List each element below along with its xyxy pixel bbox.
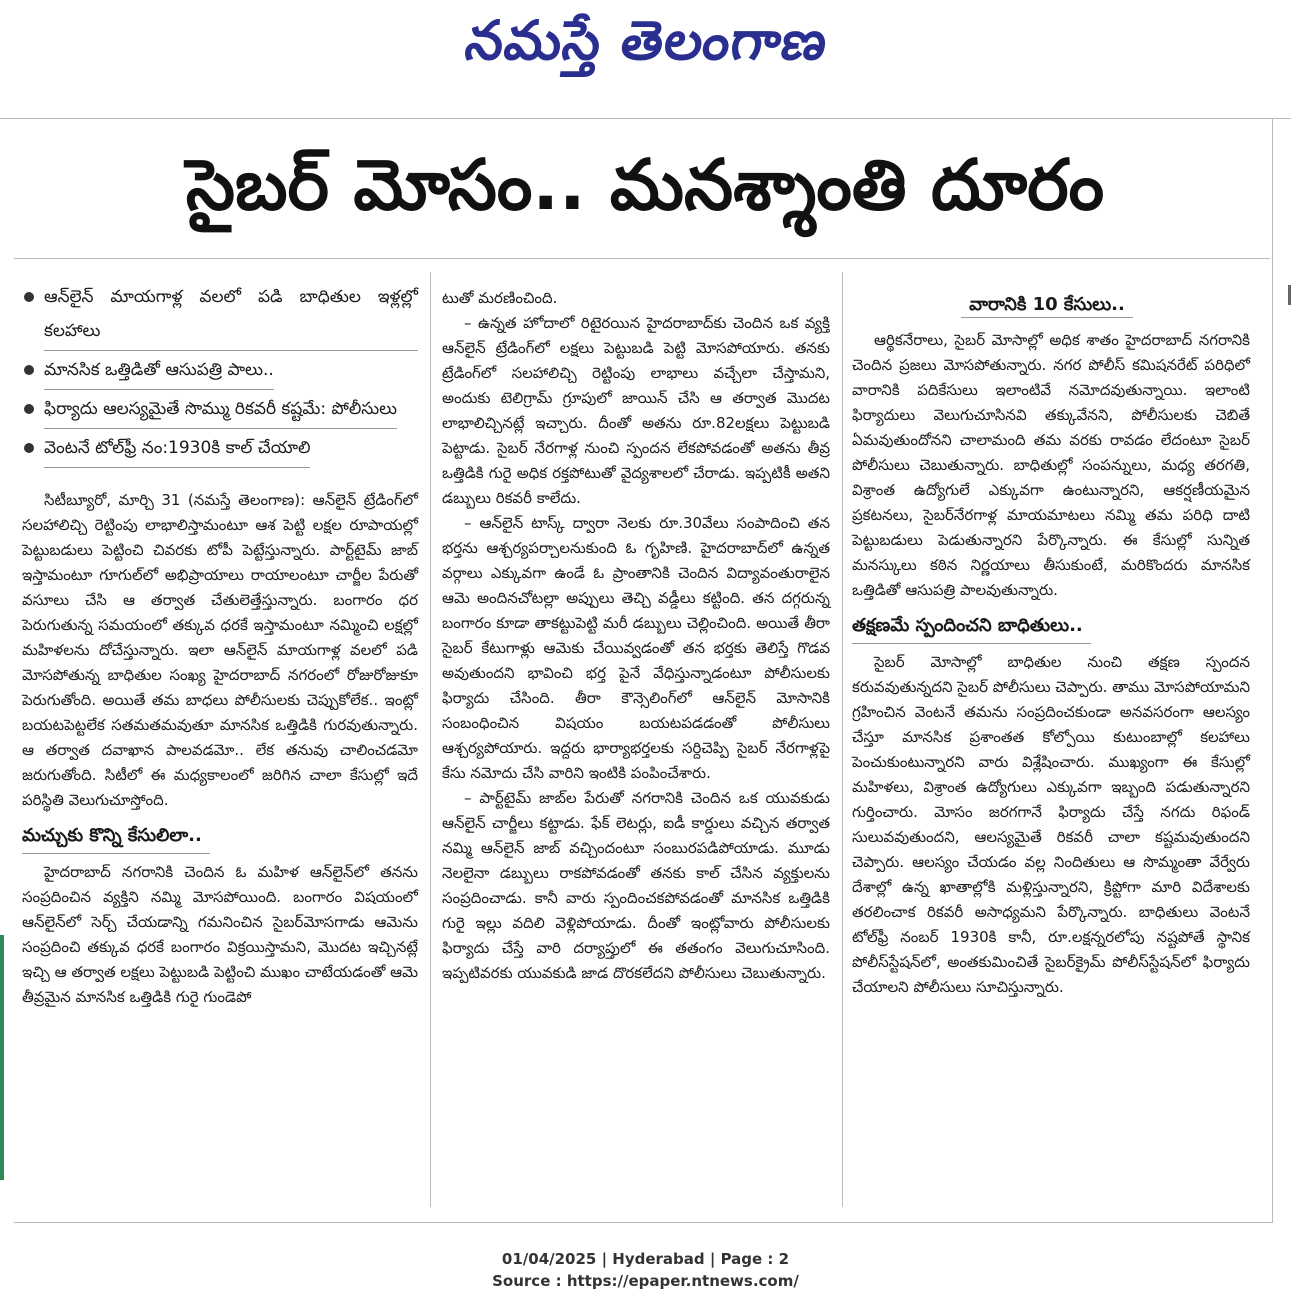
- bullet-icon: [24, 443, 34, 453]
- newspaper-logo: నమస్తే తెలంగాణ: [461, 8, 832, 72]
- masthead: [0, 8, 1291, 86]
- headline-divider: [14, 258, 1270, 259]
- footer-source: Source : https://epaper.ntnews.com/: [492, 1272, 799, 1290]
- article-intro: సిటీబ్యూరో, మార్చి 31 (నమస్తే తెలంగాణ): ఆన్‌లైన్ ట్రేడింగ్‌లో సలహాలిచ్చి రెట్టింపు లాభాలిస్తామంటూ ఆశ పెట్టి లక్షల రూపాయల్లో పెట్టుబడులు పెట్టించి చివరకు టోపీ పెట్టేస్తున్నారు. పార్ట్‌టైమ్ జాబ్ ఇస్తామంటూ గూగుల్‌లో అభిప్రాయాలు రాయాలంటూ చార్జీల పేరుతో వసూలు చేసి ఆ తర్వాత చేతులెత్తేస్తున్నారు. బంగారం ధర పెరుగుతున్న సమయంలో తక్కువ ధరకే ఇస్తామంటూ నమ్మించి లక్షల్లో మహిళలను దోచేస్తున్నారు. ఇలా ఆన్‌లైన్ మాయగాళ్ల వలలో పడి మోసపోతున్న బాధితుల సంఖ్య హైదరాబాద్ నగరంలో రోజురోజుకూ పెరుగుతోంది. అయితే తమ బాధలు పోలీసులకు చెప్పుకోలేక.. ఇంట్లో బయటపెట్టలేక సతమతమవుతూ మానసిక ఒత్తిడికి గురవుతున్నారు. ఆ తర్వాత దవాఖాన పాలవడమో.. లేక తనువు చాలించడమో జరుగుతోంది. సిటీలో ఈ మధ్యకాలంలో జరిగిన చాలా కేసుల్లో ఇదే పరిస్థితి వెలుగుచూస్తోంది.: [22, 491, 418, 809]
- column-divider: [842, 272, 843, 1207]
- bullet-text: ఆన్‌లైన్ మాయగాళ్ల వలలో పడి బాధితుల ఇళ్లల్లో కలహాలు: [44, 280, 418, 351]
- body-paragraph: ఆర్థికనేరాలు, సైబర్ మోసాల్లో అధిక శాతం హైదరాబాద్ నగరానికి చెందిన ప్రజలు మోసపోతున్నారు. నగర పోలీస్ కమిషనరేట్ పరిధిలో వారానికి పదికేసులు ఇలాంటివే నమోదవుతున్నాయి. ఇలాంటి ఫిర్యాదులు వెలుగుచూసినవి తక్కువేనని, పోలీసులకు చెబితే ఏమవుతుందోనని చాలామంది తమ వరకు రావడం లేదంటూ సైబర్ పోలీసులు చెబుతున్నారు. బాధితుల్లో సంపన్నులు, మధ్య తరగతి, విశ్రాంత ఉద్యోగులే ఎక్కువగా ఉంటున్నారని, ఆకర్షణీయమైన ప్రకటనలు, సైబర్‌నేరగాళ్ల మాయమాటలు నమ్మి తమ పరిధి దాటి పెట్టుబడులు పెడుతున్నారని పేర్కొన్నారు. ఈ కేసుల్లో సున్నిత మనస్కులు కఠిన నిర్ణయాలు తీసుకుంటే, మరికొందరు మానసిక ఒత్తిడితో ఆసుపత్రి పాలవుతున్నారు.: [852, 331, 1250, 599]
- footer-dateline: 01/04/2025 | Hyderabad | Page : 2: [501, 1250, 790, 1268]
- bullet-icon: [24, 404, 34, 414]
- highlight-bullet: [22, 353, 418, 390]
- case-paragraph: – ఆన్‌లైన్ టాస్క్ ద్వారా నెలకు రూ.30వేలు సంపాదించి తన భర్తను ఆశ్చర్యపర్చాలనుకుంది ఓ గృహిణి. హైదరాబాద్‌లో ఉన్నత వర్గాలు ఎక్కువగా ఉండే ఓ ప్రాంతానికి చెందిన విద్యావంతురాలైన ఆమె అందినచోటల్లా అప్పులు తెచ్చి వడ్డీలు కట్టింది. తన దగ్గరున్న బంగారం కూడా తాకట్టుపెట్టి మరీ డబ్బులు చెల్లించింది. అయితే తీరా సైబర్ కేటుగాళ్లు ఆమెకు చేయివ్వడంతో తన భర్తకు తెలిస్తే గొడవ అవుతుందని భావించి భర్త పైనే వేధిస్తున్నాడంటూ పోలీసులకు ఫిర్యాదు చేసింది. తీరా కౌన్సెలింగ్‌లో ఆన్‌లైన్ మోసానికి సంబంధించిన విషయం బయటపడడంతో పోలీసులు ఆశ్చర్యపోయారు. ఇద్దరు భార్యాభర్తలకు సర్దిచెప్పి సైబర్ నేరగాళ్లపై కేసు నమోదు చేసి వారిని ఇంటికి పంపించేశారు.: [442, 514, 830, 782]
- case-paragraph: – పార్ట్‌టైమ్ జాబ్‌ల పేరుతో నగరానికి చెందిన ఒక యువకుడు ఆన్‌లైన్ చార్జీలు కట్టాడు. ఫేక్ లెటర్లు, ఐడీ కార్డులు వచ్చిన తర్వాత నమ్మి ఆన్‌లైన్ జాబ్ వచ్చిందంటూ సంబురపడిపోయాడు. మూడు నెలలైనా డబ్బులు రాకపోవడంతో తనకు కాల్ చేసిన వ్యక్తులను సంప్రదించాడు. కానీ వారు స్పందించకపోవడంతో మానసిక ఒత్తిడికి గురై ఇల్లు వదిలి వెళ్లిపోయాడు. దీంతో ఇంట్లోవారు పోలీసులకు ఫిర్యాదు చేస్తే వారి దర్యాప్తులో ఈ తతంగం వెలుగుచూసింది. ఇప్పటివరకు యువకుడి జాడ దొరకలేదని పోలీసులు చెబుతున్నారు.: [442, 789, 830, 982]
- section-heading-victims: తక్షణమే స్పందించని బాధితులు..: [852, 611, 1091, 644]
- masthead-divider: [0, 118, 1291, 119]
- highlight-bullet: [22, 431, 418, 468]
- section-heading-text: వారానికి 10 కేసులు..: [961, 294, 1133, 318]
- body-paragraph: సైబర్ మోసాల్లో బాధితుల నుంచి తక్షణ స్పందన కరువవుతున్నదని సైబర్ పోలీసులు చెప్పారు. తాము మోసపోయామని గ్రహించిన వెంటనే తమను సంప్రదించకుండా అనవసరంగా ఆలస్యం చేస్తూ మానసిక ప్రశాంతత కోల్పోయి కుటుంబాల్లో కలహాలు పెంచుకుంటున్నారని వారు విశ్లేషించారు. ముఖ్యంగా ఈ కేసుల్లో మహిళలు, విశ్రాంత ఉద్యోగులు ఎక్కువగా ఇబ్బంది పడుతున్నారని గుర్తించారు. మోసం జరగగానే ఫిర్యాదు చేస్తే నగదు రిఫండ్ సులువవుతుందని, ఆలస్యమైతే రికవరీ చాలా కష్టమవుతుందని చెప్పారు. ఆలస్యం చేయడం వల్ల నిందితులు ఆ సొమ్మంతా వేర్వేరు దేశాల్లో ఉన్న ఖాతాల్లోకి మళ్లిస్తున్నారని, క్రిప్టోగా మారి విదేశాలకు తరలించాక రికవరీ అసాధ్యమని పేర్కొన్నారు. బాధితులు వెంటనే టోల్‌ఫ్రీ నంబర్ 1930కి కానీ, రూ.లక్షన్నరలోపు నష్టపోతే స్థానిక పోలీస్‌స్టేషన్‌లో, అంతకుమించితే సైబర్‌క్రైమ్ పోలీస్‌స్టేషన్‌లో ఫిర్యాదు చేయాలని పోలీసులు సూచిస్తున్నారు.: [852, 653, 1251, 996]
- bottom-divider: [14, 1222, 1272, 1223]
- right-frame-line: [1272, 118, 1273, 1223]
- case-paragraph: హైదరాబాద్ నగరానికి చెందిన ఓ మహిళ ఆన్‌లైన్‌లో తనను సంప్రదించిన వ్యక్తిని నమ్మి మోసపోయింది. బంగారం విషయంలో ఆన్‌లైన్‌లో సెర్చ్ చేయడాన్ని గమనించిన సైబర్‌మోసగాడు ఆమెను సంప్రదించి తక్కువ ధరకే బంగారం విక్రయిస్తామని, మొదట ఇచ్చినట్లే ఇచ్చి ఆ తర్వాత లక్షలు పెట్టుబడి పెట్టించి ముఖం చాటేయడంతో ఆమె తీవ్రమైన మానసిక ఒత్తిడికి గురై గుండెపో: [22, 863, 419, 1006]
- continued-text: టుతో మరణించింది.: [442, 289, 558, 307]
- highlight-bullet: [22, 280, 418, 351]
- bullet-text: మానసిక ఒత్తిడితో ఆసుపత్రి పాలు..: [44, 353, 274, 390]
- column-3: [852, 282, 1250, 1000]
- column-1: [22, 280, 418, 1010]
- section-heading-cases: మచ్చుకు కొన్ని కేసులిలా..: [22, 821, 210, 854]
- highlight-bullet: [22, 392, 418, 429]
- article-headline: సైబర్ మోసం.. మనశ్శాంతి దూరం: [185, 144, 1105, 226]
- section-heading-weekly: [852, 290, 1250, 322]
- adjacent-article-edge: [0, 935, 4, 1180]
- bullet-icon: [24, 292, 34, 302]
- case-paragraph: – ఉన్నత హోదాలో రిటైరయిన హైదరాబాద్‌కు చెందిన ఒక వ్యక్తి ఆన్‌లైన్ ట్రేడింగ్‌లో లక్షలు పెట్టుబడి పెట్టి మోసపోయారు. తనకు ట్రేడింగ్‌లో సలహాలిచ్చి రెట్టింపు లాభాలు వచ్చేలా చేస్తామని, అందుకు టెలిగ్రామ్ గ్రూపులో జాయిన్ చేసి ఆ తర్వాత మొదట లాభాలిచ్చినట్లే ఇచ్చారు. దీంతో అతను రూ.82లక్షలు పెట్టుబడి పెట్టాడు. సైబర్ నేరగాళ్ల నుంచి స్పందన లేకపోవడంతో అతను తీవ్ర ఒత్తిడికి గురై అధిక రక్తపోటుతో వైద్యశాలలో చేరాడు. ఇప్పటికీ అతని డబ్బులు రికవరీ కాలేదు.: [442, 314, 830, 507]
- bullet-text: వెంటనే టోల్‌ఫ్రీ నం:1930కి కాల్ చేయాలి: [44, 431, 310, 468]
- column-2: [442, 286, 830, 986]
- bullet-text: ఫిర్యాదు ఆలస్యమైతే సొమ్ము రికవరీ కష్టమే: పోలీసులు: [44, 392, 397, 429]
- column-divider: [430, 272, 431, 1207]
- bullet-icon: [24, 365, 34, 375]
